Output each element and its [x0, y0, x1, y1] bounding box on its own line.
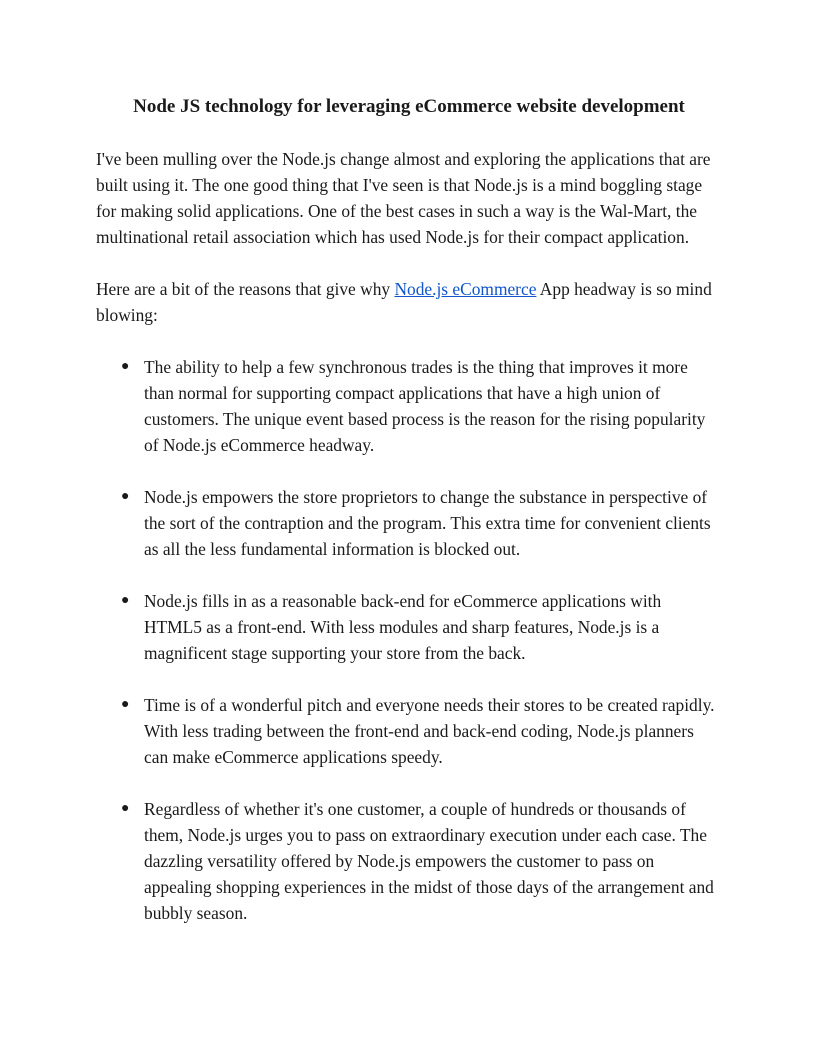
list-item-text: Node.js fills in as a reasonable back-end for eCommerce applications with HTML5 as a front-end. With less modules and sharp features, Node.js is a magnificent stage supporting your store from the back. [144, 591, 662, 663]
list-item [96, 796, 722, 926]
list-item [96, 354, 722, 458]
list-item-text: The ability to help a few synchronous trades is the thing that improves it more than normal for supporting compact applications that have a high union of customers. The unique event based process is the reason for the rising popularity of Node.js eCommerce headway. [144, 357, 706, 455]
list-item [96, 692, 722, 770]
reasons-paragraph [96, 276, 722, 328]
bullet-icon: ● [121, 359, 130, 374]
list-item-text: Node.js empowers the store proprietors to change the substance in perspective of the sort of the contraption and the program. This extra time for convenient clients as all the less fundamental information is blocked out. [144, 487, 711, 559]
list-item-text: Time is of a wonderful pitch and everyone needs their stores to be created rapidly. With less trading between the front-end and back-end coding, Node.js planners can make eCommerce applications speedy. [144, 695, 715, 767]
bullet-icon: ● [121, 593, 130, 608]
list-item [96, 588, 722, 666]
reasons-text-before: Here are a bit of the reasons that give why [96, 279, 395, 299]
reasons-text-after: App headway is so mind blowing: [96, 279, 712, 325]
bullet-icon: ● [121, 489, 130, 504]
reasons-list [96, 354, 722, 926]
bullet-icon: ● [121, 697, 130, 712]
list-item-text: Regardless of whether it's one customer, a couple of hundreds or thousands of them, Node.js urges you to pass on extraordinary execution under each case. The dazzling versatility offered by Node.js empowers the customer to pass on appealing shopping experiences in the midst of those days of the arrangement and bubbly season. [144, 799, 714, 923]
list-item [96, 484, 722, 562]
document-title: Node JS technology for leveraging eCommerce website development [133, 96, 685, 117]
document-page [96, 94, 722, 952]
bullet-icon: ● [121, 801, 130, 816]
intro-paragraph: I've been mulling over the Node.js change almost and exploring the applications that are built using it. The one good thing that I've seen is that Node.js is a mind boggling stage for making solid applications. One of the best cases in such a way is the Wal-Mart, the multinational retail association which has used Node.js for their compact application. [96, 149, 711, 247]
nodejs-ecommerce-link[interactable]: Node.js eCommerce [394, 279, 537, 299]
